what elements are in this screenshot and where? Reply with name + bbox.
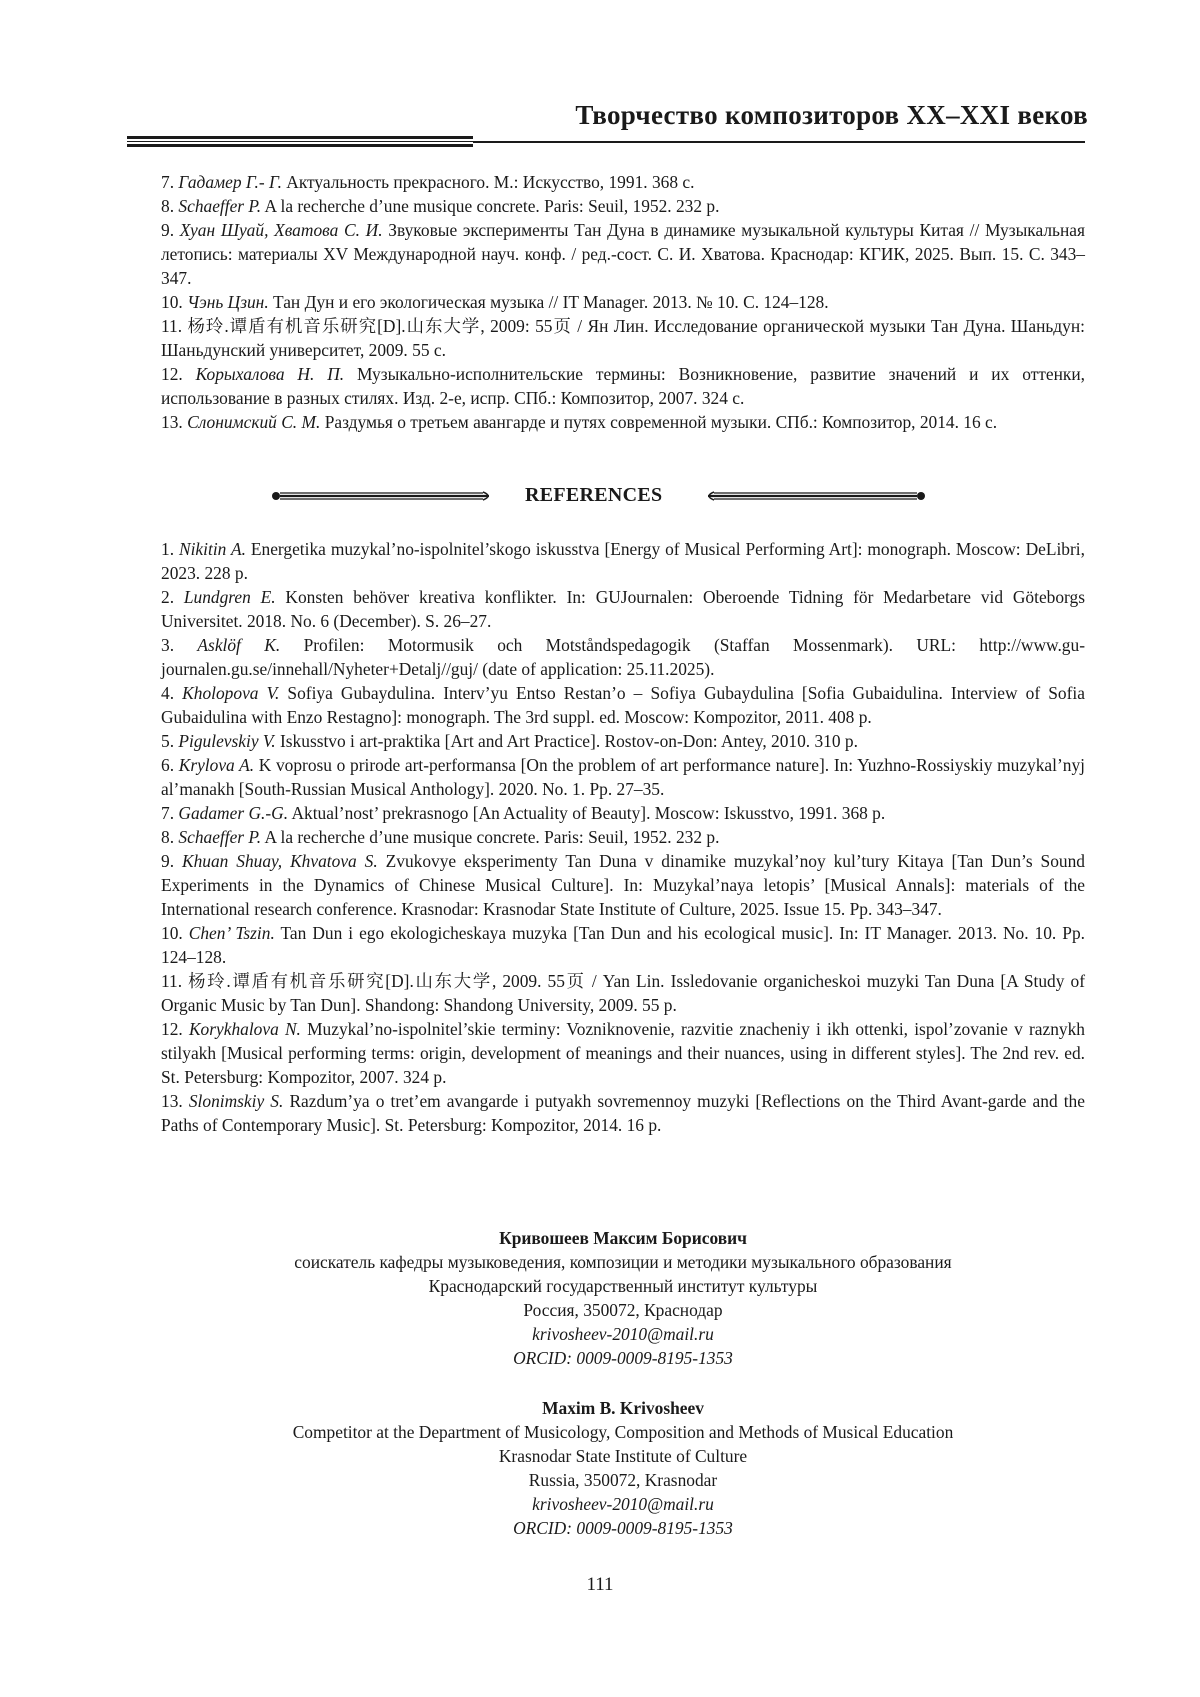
ref-en-4: 4. Kholopova V. Sofiya Gubaydulina. Interv’yu Entso Restan’o – Sofiya Gubaydulina [Sofia Gubaidulina. Interview of Sofia Gubaidulina with Enzo Restagno]: monograph. The 3rd suppl. ed. Moscow: Kompozitor, 2011. 408 p. [161,683,1085,727]
author-name-en: Maxim B. Krivosheev [542,1398,704,1418]
author-position-ru: соискатель кафедры музыковедения, композиции и методики музыкального образования [294,1252,952,1272]
ref-ru-7: 7. Гадамер Г.- Г. Актуальность прекрасного. М.: Искусство, 1991. 368 с. [161,172,695,192]
author-orcid-ru: ORCID: 0009-0009-8195-1353 [513,1348,733,1368]
references-en-list [161,537,1085,1137]
ref-en-5: 5. Pigulevskiy V. Iskusstvo i art-praktika [Art and Art Practice]. Rostov-on-Don: Antey, 2010. 310 p. [161,731,858,751]
references-ru-list [161,170,1085,434]
ornament-left-icon [271,490,497,502]
ref-en-9: 9. Khuan Shuay, Khvatova S. Zvukovye eksperimenty Tan Duna v dinamike muzykal’noy kul’tury Kitaya [Tan Dun’s Sound Experiments in the Dynamics of Chinese Musical Culture]. In: Muzykal’naya letopis’ [Musical Annals]: materials of the International research conference. Krasnodar: Krasnodar State Institute of Culture, 2025. Issue 15. Pp. 343–347. [161,851,1085,919]
ref-en-10: 10. Chen’ Tszin. Tan Dun i ego ekologicheskaya muzyka [Tan Dun and his ecological music]. In: IT Manager. 2013. No. 10. Pp. 124–128. [161,923,1085,967]
ref-en-7: 7. Gadamer G.-G. Aktual’nost’ prekrasnogo [An Actuality of Beauty]. Moscow: Iskusstvo, 1991. 368 p. [161,803,886,823]
ref-en-1: 1. Nikitin A. Energetika muzykal’no-ispolnitel’skogo iskusstva [Energy of Musical Performing Art]: monograph. Moscow: DeLibri, 2023. 228 p. [161,539,1085,583]
ref-ru-13: 13. Слонимский С. М. Раздумья о третьем авангарде и путях современной музыки. СПб.: Композитор, 2014. 16 с. [161,412,998,432]
author-info-ru [161,1226,1085,1370]
ref-ru-8: 8. Schaeffer P. A la recherche d’une musique concrete. Paris: Seuil, 1952. 232 р. [161,196,720,216]
header-rule-right [473,141,1085,143]
ref-en-11: 11. 杨玲.谭盾有机音乐研究[D].山东大学, 2009. 55页 / Yan Lin. Issledovanie organicheskoi muzyki Tan Duna [A Study of Organic Music by Tan Dun]. Shandong: Shandong University, 2009. 55 p. [161,971,1085,1015]
ref-en-8: 8. Schaeffer P. A la recherche d’une musique concrete. Paris: Seuil, 1952. 232 p. [161,827,720,847]
references-title: REFERENCES [525,484,663,506]
author-email-ru: krivosheev-2010@mail.ru [532,1324,714,1344]
ornament-right-icon [700,490,926,502]
author-address-en: Russia, 350072, Krasnodar [528,1470,718,1490]
ref-ru-9: 9. Хуан Шуай, Хватова С. И. Звуковые эксперименты Тан Дуна в динамике музыкальной культуры Китая // Музыкальная летопись: материалы XV Международной науч. конф. / ред.-сост. С. И. Хватова. Краснодар: КГИК, 2025. Вып. 15. С. 343–347. [161,220,1085,288]
ref-ru-12: 12. Корыхалова Н. П. Музыкально-исполнительские термины: Возникновение, развитие значений и их оттенки, использование в разных стилях. Изд. 2-е, испр. СПб.: Композитор, 2007. 324 с. [161,364,1085,408]
author-orcid-en: ORCID: 0009-0009-8195-1353 [513,1518,733,1538]
header-title: Творчество композиторов XX–XXI веков [575,100,1088,130]
author-info-en [161,1396,1085,1540]
page-number: 111 [586,1574,614,1595]
author-address-ru: Россия, 350072, Краснодар [523,1300,723,1320]
author-institution-ru: Краснодарский государственный институт культуры [428,1276,818,1296]
ref-ru-11: 11. 杨玲.谭盾有机音乐研究[D].山东大学, 2009: 55页 / Ян Лин. Исследование органической музыки Тан Дуна. Шаньдун: Шаньдунский университет, 2009. 55 с. [161,316,1085,360]
header-rule-left [127,136,473,149]
ref-en-2: 2. Lundgren E. Konsten behöver kreativa konflikter. In: GUJournalen: Oberoende Tidning för Medarbetare vid Göteborgs Universitet. 2018. No. 6 (December). S. 26–27. [161,587,1085,631]
ref-en-6: 6. Krylova A. K voprosu o prirode art-performansa [On the problem of art performance nature]. In: Yuzhno-Rossiyskiy muzykal’nyj al’manakh [South-Russian Musical Anthology]. 2020. No. 1. Pp. 27–35. [161,755,1085,799]
ref-en-13: 13. Slonimskiy S. Razdum’ya o tret’em avangarde i putyakh sovremennoy muzyki [Reflections on the Third Avant-garde and the Paths of Contemporary Music]. St. Petersburg: Kompozitor, 2014. 16 p. [161,1091,1085,1135]
ref-ru-10: 10. Чэнь Цзин. Тан Дун и его экологическая музыка // IT Manager. 2013. № 10. С. 124–128. [161,292,829,312]
ref-en-3: 3. Asklöf K. Profilen: Motormusik och Motståndspedagogik (Staffan Mossenmark). URL: http://www.gu-journalen.gu.se/innehall/Nyheter+Detalj//guj/ (date of application: 25.11.2025). [161,635,1085,679]
author-email-en: krivosheev-2010@mail.ru [532,1494,714,1514]
author-institution-en: Krasnodar State Institute of Culture [498,1446,748,1466]
references-heading [0,484,1200,510]
ref-en-12: 12. Korykhalova N. Muzykal’no-ispolnitel’skie terminy: Vozniknovenie, razvitie znacheniy i ikh ottenki, ispol’zovanie v raznykh stilyakh [Musical performing terms: origin, development of meanings and their nuances, using in different styles]. The 2nd rev. ed. St. Petersburg: Kompozitor, 2007. 324 p. [161,1019,1085,1087]
author-name-ru: Кривошеев Максим Борисович [499,1228,747,1248]
author-position-en: Competitor at the Department of Musicology, Composition and Methods of Musical Education [292,1422,954,1442]
